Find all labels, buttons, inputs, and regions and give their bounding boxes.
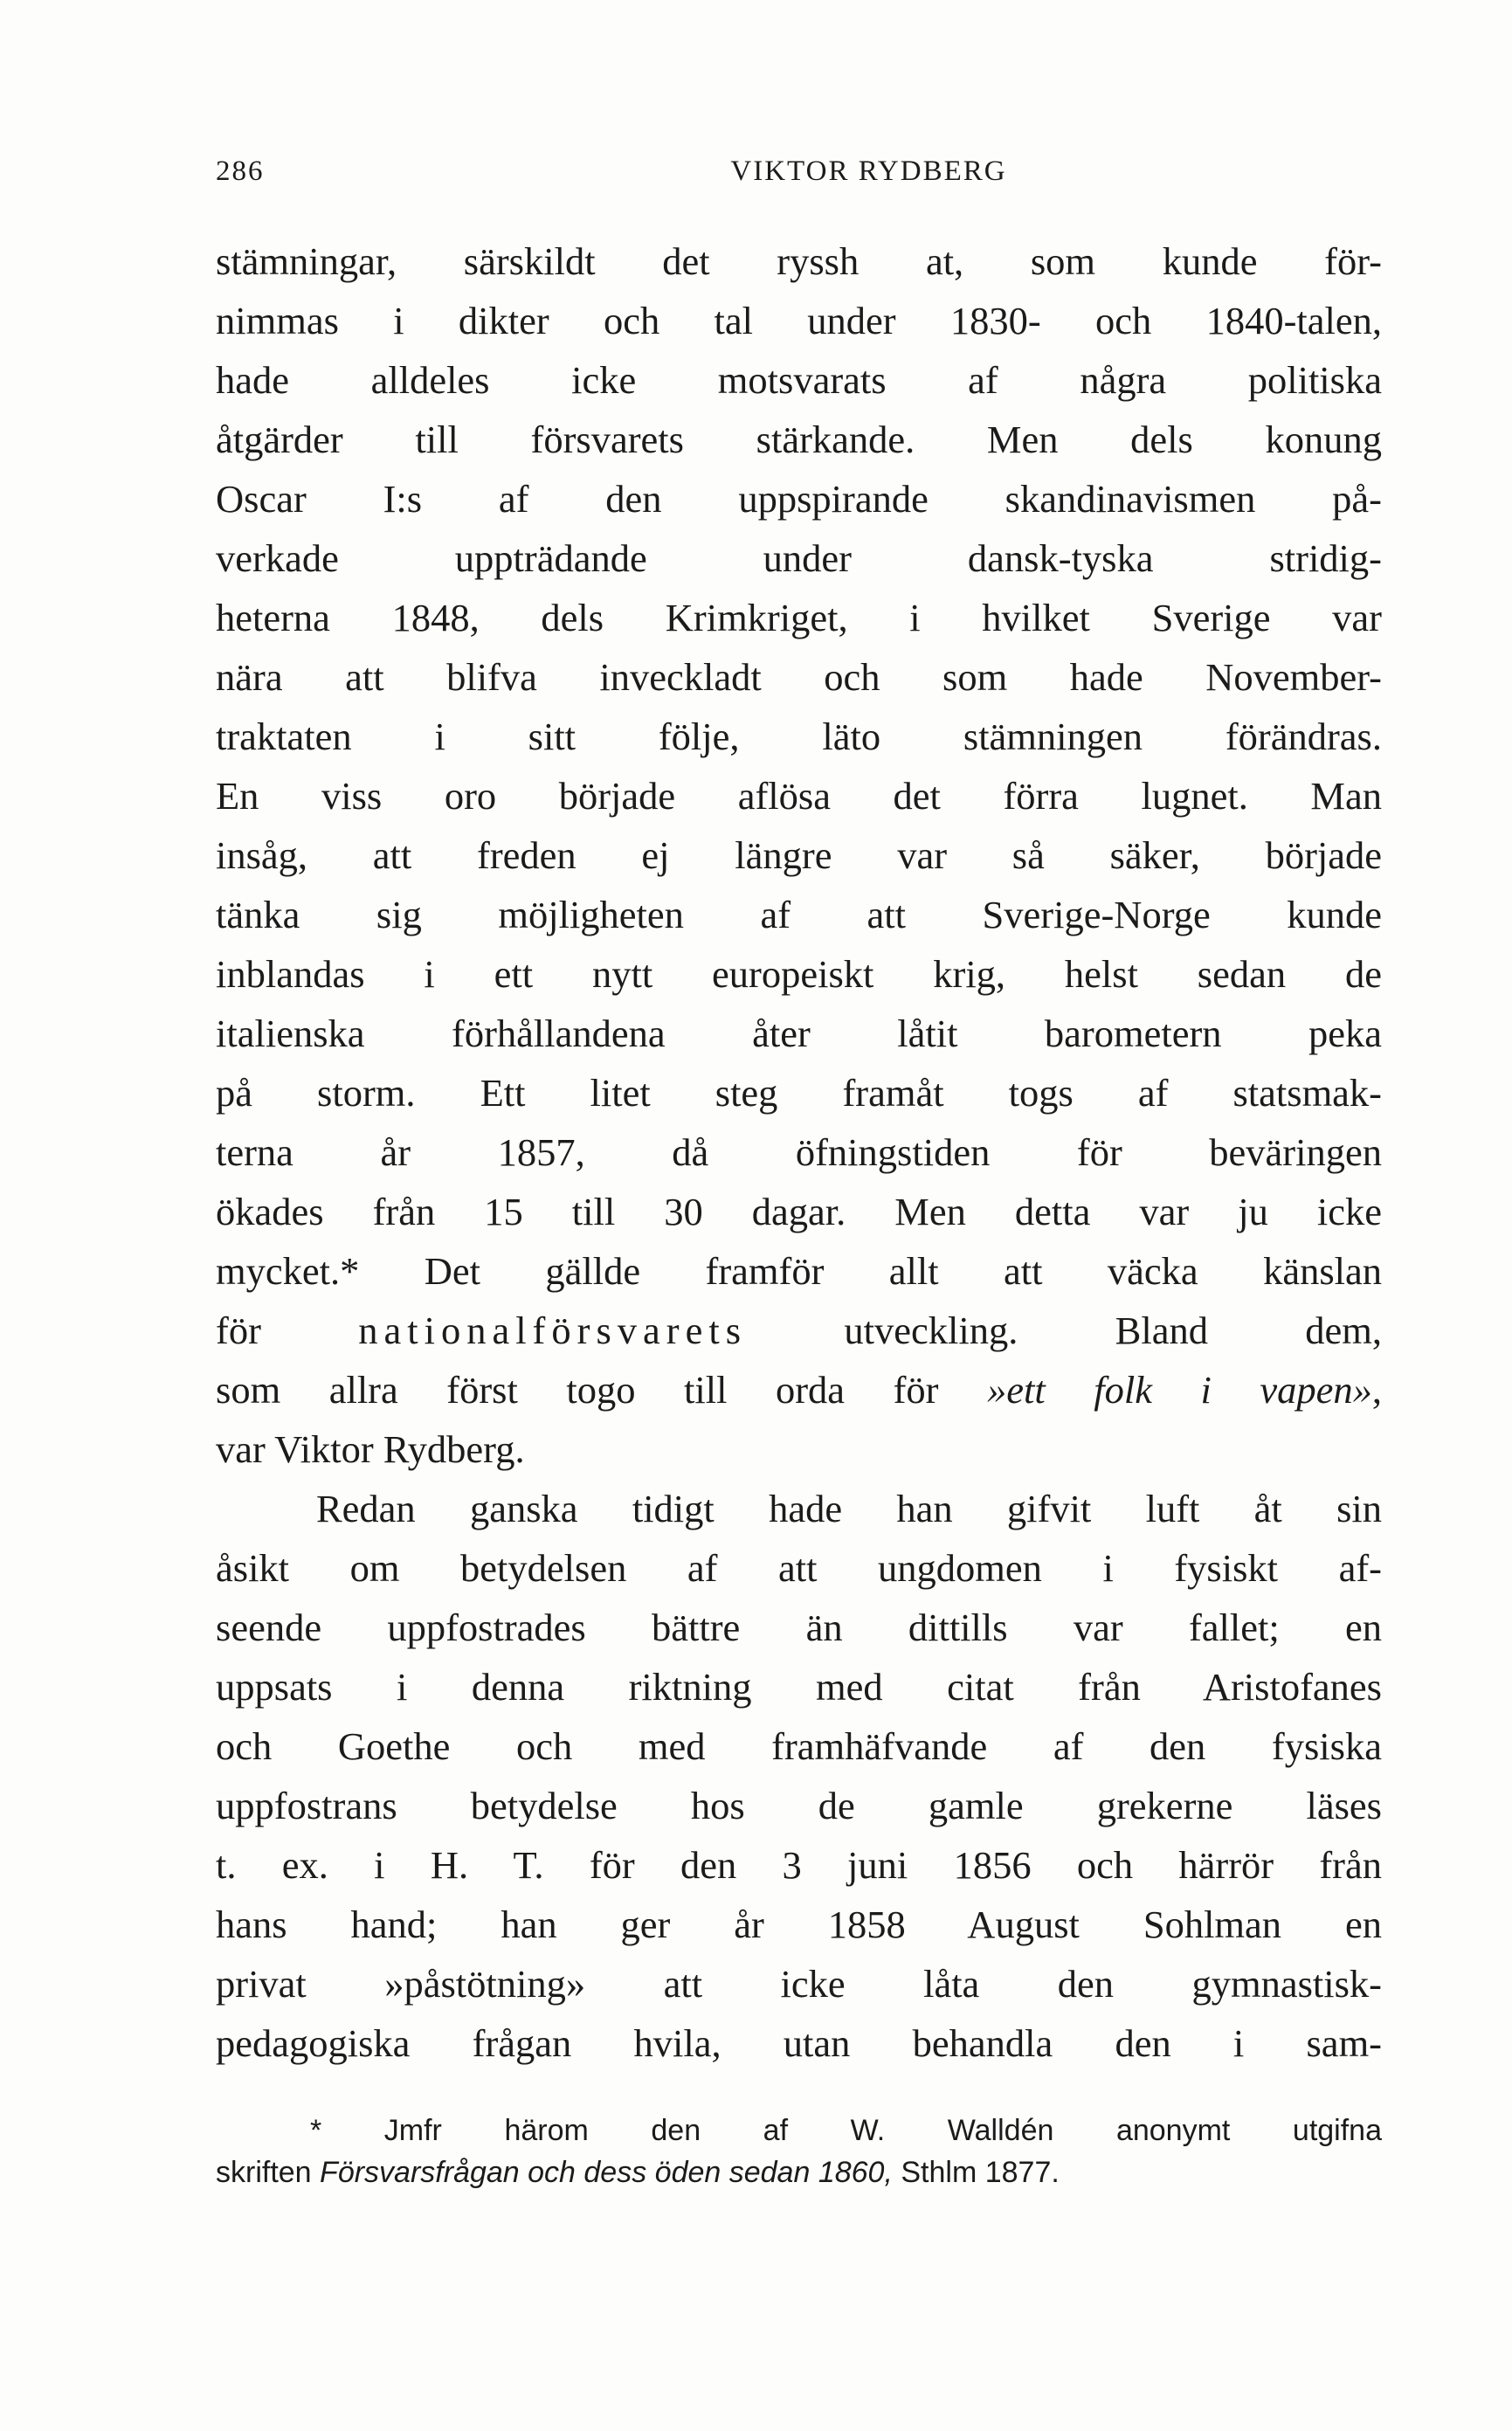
text-span: , — [1371, 1368, 1382, 1412]
text-line: uppsats i denna riktning med citat från Aristofanes — [216, 1665, 1382, 1709]
text-line: åsikt om betydelsen af att ungdomen i fysiskt af- — [216, 1546, 1382, 1590]
text-line: uppfostrans betydelse hos de gamle grekerne läses — [216, 1784, 1382, 1827]
footnote — [216, 2110, 1382, 2193]
text-span: utveckling. Bland dem, — [844, 1309, 1382, 1352]
text-span: som allra först togo till orda för — [216, 1368, 987, 1412]
text-line: mycket.* Det gällde framför allt att väcka känslan — [216, 1249, 1382, 1293]
running-title: VIKTOR RYDBERG — [730, 155, 1007, 187]
text-line: ökades från 15 till 30 dagar. Men detta var ju icke — [216, 1190, 1382, 1233]
text-line: seende uppfostrades bättre än dittills var fallet; en — [216, 1606, 1382, 1649]
text-line — [216, 1360, 1382, 1419]
text-line: traktaten i sitt följe, läto stämningen förändras. — [216, 715, 1382, 758]
text-line: inblandas i ett nytt europeiskt krig, helst sedan de — [216, 952, 1382, 996]
text-line: Redan ganska tidigt hade han gifvit luft åt sin — [316, 1487, 1382, 1530]
italic-title: Försvarsfrågan och dess öden sedan 1860, — [320, 2156, 893, 2189]
text-line — [216, 1301, 1382, 1360]
body-text — [216, 231, 1382, 2073]
text-span: skriften — [216, 2156, 321, 2189]
text-line: på storm. Ett litet steg framåt togs af statsmak- — [216, 1071, 1382, 1115]
text-line: och Goethe och med framhäfvande af den fysiska — [216, 1724, 1382, 1768]
text-line: terna år 1857, då öfningstiden för beväringen — [216, 1130, 1382, 1174]
text-line: heterna 1848, dels Krimkriget, i hvilket Sverige var — [216, 596, 1382, 639]
text-line: privat »påstötning» att icke låta den gymnastisk- — [216, 1962, 1382, 2006]
text-line: tänka sig möjligheten af att Sverige-Norge kunde — [216, 893, 1382, 936]
running-head — [216, 155, 1391, 194]
text-line: Oscar I:s af den uppspirande skandinavismen på- — [216, 477, 1382, 521]
footnote-line: * Jmfr härom den af W. Walldén anonymt utgifna — [310, 2114, 1382, 2147]
spaced-emphasis: nationalförsvarets — [358, 1309, 748, 1352]
footnote-line — [216, 2151, 1382, 2193]
text-line: pedagogiska frågan hvila, utan behandla den i sam- — [216, 2021, 1382, 2065]
text-line: insåg, att freden ej längre var så säker, började — [216, 833, 1382, 877]
text-line: nära att blifva inveckladt och som hade November- — [216, 655, 1382, 699]
text-line: var Viktor Rydberg. — [216, 1427, 525, 1471]
text-span: Sthlm 1877. — [892, 2156, 1060, 2189]
text-line: åtgärder till försvarets stärkande. Men dels konung — [216, 418, 1382, 461]
text-span: för — [216, 1309, 261, 1352]
text-line: nimmas i dikter och tal under 1830- och 1840-talen, — [216, 299, 1382, 342]
page-number: 286 — [216, 155, 265, 187]
text-line: hans hand; han ger år 1858 August Sohlman en — [216, 1903, 1382, 1946]
text-line: hade alldeles icke motsvarats af några politiska — [216, 358, 1382, 402]
text-line: italienska förhållandena åter låtit barometern peka — [216, 1012, 1382, 1055]
text-line: verkade uppträdande under dansk-tyska stridig- — [216, 536, 1382, 580]
text-line: t. ex. i H. T. för den 3 juni 1856 och härrör från — [216, 1843, 1382, 1887]
text-line: stämningar, särskildt det ryssh at, som kunde för- — [216, 239, 1382, 283]
italic-quote: »ett folk i vapen» — [986, 1368, 1372, 1412]
text-line: En viss oro började aflösa det förra lugnet. Man — [216, 774, 1382, 818]
